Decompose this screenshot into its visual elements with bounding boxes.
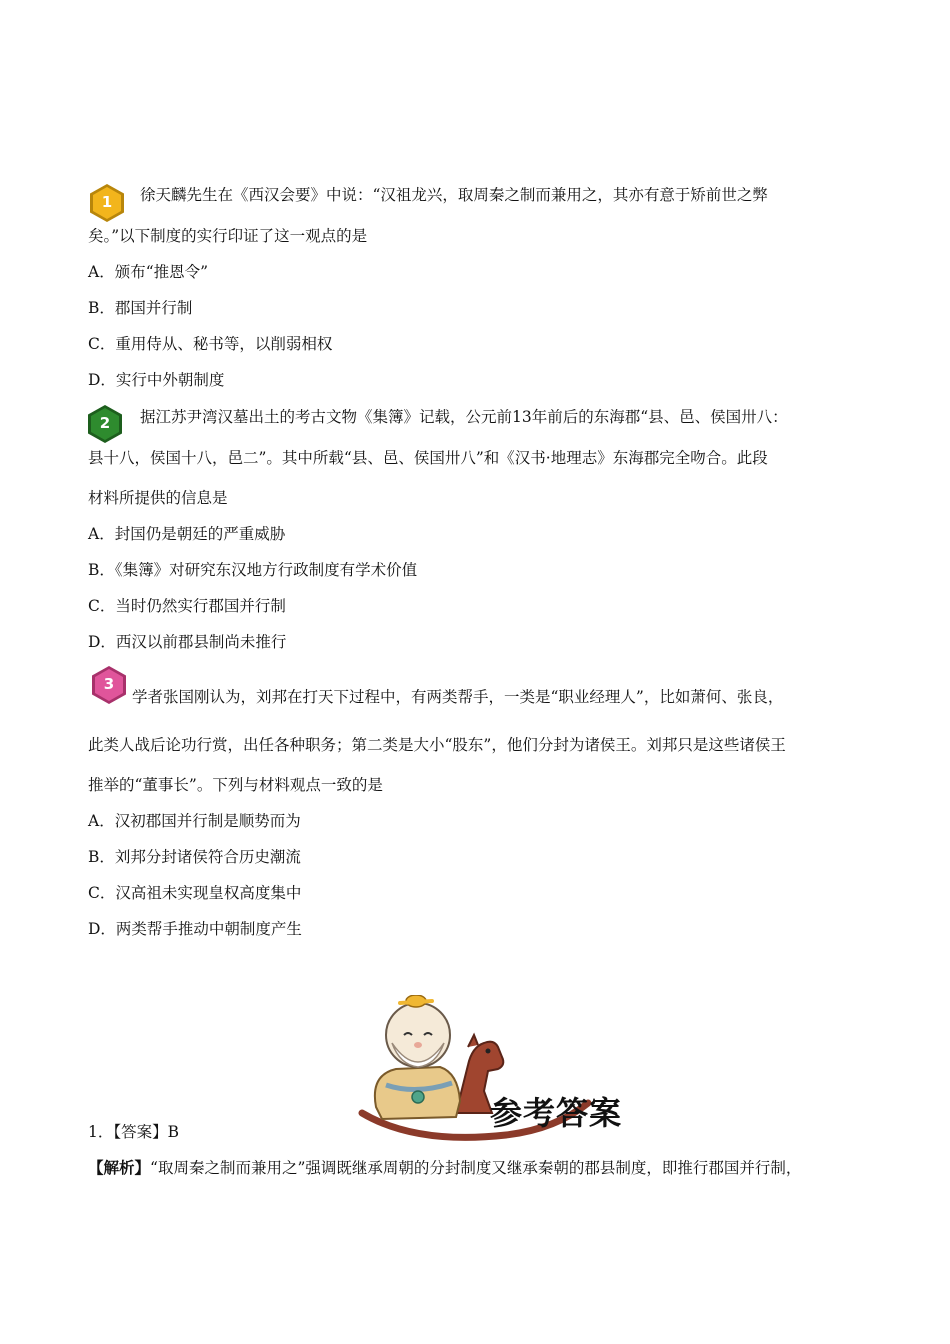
analysis-text: “取周秦之制而兼用之”强调既继承周朝的分封制度又继承秦朝的郡县制度，即推行郡国并行制， [150,1159,802,1177]
question-2-option-b: B．《集簿》对研究东汉地方行政制度有学术价值 [88,561,418,579]
question-3-option-d: D．两类帮手推动中朝制度产生 [88,920,302,938]
question-3-stem-line3: 推举的“董事长”。下列与材料观点一致的是 [88,776,383,794]
question-3-option-b: B．刘邦分封诸侯符合历史潮流 [88,848,301,866]
question-1-badge [86,182,128,224]
question-1-option-a: A．颁布“推恩令” [88,263,209,281]
question-2-option-d: D．西汉以前郡县制尚未推行 [88,633,287,651]
question-1-number: 1 [101,193,113,211]
question-3-number: 3 [103,675,115,693]
question-2-stem-line2: 县十八，侯国十八，邑二”。其中所载“县、邑、侯国卅八”和《汉书·地理志》东海郡完全吻合。此段 [88,449,768,467]
question-2-option-c: C．当时仍然实行郡国并行制 [88,597,286,615]
question-1-stem-line1: 徐天麟先生在《西汉会要》中说：“汉祖龙兴，取周秦之制而兼用之，其亦有意于矫前世之弊 [140,186,768,204]
question-2-badge [84,403,126,445]
analysis-line [88,1158,868,1178]
answer-section-title: 参考答案 [490,1094,623,1132]
question-1-stem-line2: 矣。”以下制度的实行印证了这一观点的是 [88,227,368,245]
question-1-option-b: B．郡国并行制 [88,299,193,317]
question-2-number: 2 [99,414,111,432]
question-1-option-c: C．重用侍从、秘书等，以削弱相权 [88,335,333,353]
question-3-option-c: C．汉高祖未实现皇权高度集中 [88,884,302,902]
question-3-option-a: A．汉初郡国并行制是顺势而为 [88,812,301,830]
answer-line: 1．【答案】B [88,1123,180,1141]
question-3-stem-line1: 学者张国刚认为，刘邦在打天下过程中，有两类帮手，一类是“职业经理人”，比如萧何、张良， [132,688,784,706]
question-3-badge [88,664,130,706]
question-2-option-a: A．封国仍是朝廷的严重威胁 [88,525,286,543]
question-1-option-d: D．实行中外朝制度 [88,371,225,389]
question-3-stem-line2: 此类人战后论功行赏，出任各种职务；第二类是大小“股东”，他们分封为诸侯王。刘邦只是这些诸侯王 [88,736,786,754]
analysis-label: 【解析】 [88,1158,151,1177]
question-2-stem-line1: 据江苏尹湾汉墓出土的考古文物《集簿》记载，公元前13年前后的东海郡“县、邑、侯国卅八： [140,408,788,426]
question-2-stem-line3: 材料所提供的信息是 [88,489,228,507]
